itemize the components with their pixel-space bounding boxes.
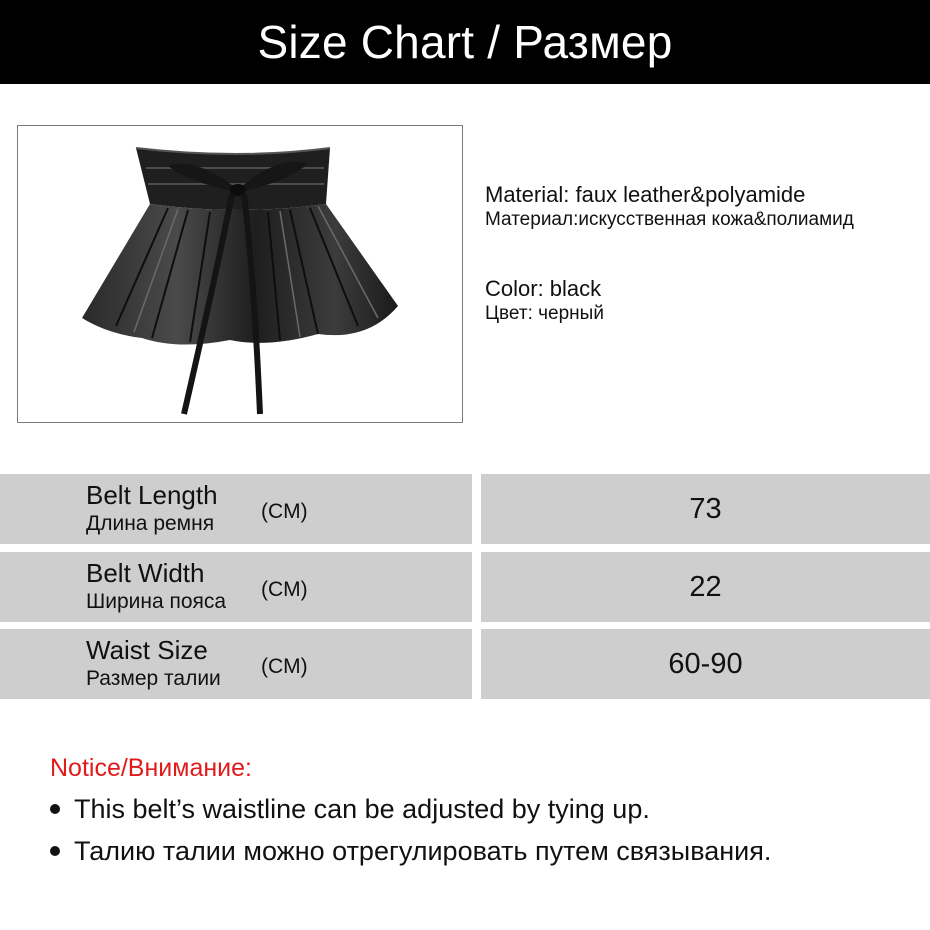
size-value-cell xyxy=(481,552,930,622)
material-spec xyxy=(485,182,854,232)
belt-product-photo xyxy=(18,126,462,422)
color-spec xyxy=(485,276,604,326)
size-unit: (CM) xyxy=(261,500,308,523)
notice-text: This belt’s waistline can be adjusted by tying up. xyxy=(74,794,650,824)
size-unit: (CM) xyxy=(261,578,308,601)
size-label-ru: Размер талии xyxy=(86,667,221,690)
color-label-en: Color: black xyxy=(485,276,602,301)
size-value: 73 xyxy=(689,492,722,525)
color-label-ru: Цвет: черный xyxy=(485,303,604,324)
notice-section xyxy=(50,753,910,867)
notice-title: Notice/Внимание: xyxy=(50,754,252,782)
material-label-ru: Материал:искусственная кожа&полиамид xyxy=(485,209,854,230)
size-row-waist-size xyxy=(0,629,930,699)
size-unit: (CM) xyxy=(261,655,308,678)
size-row-belt-width xyxy=(0,552,930,622)
size-label-cell xyxy=(0,552,472,622)
size-label-cell xyxy=(0,474,472,544)
size-label-ru: Длина ремня xyxy=(86,512,215,535)
bullet-icon xyxy=(50,846,60,856)
notice-text: Талию талии можно отрегулировать путем связывания. xyxy=(74,836,772,866)
size-row-belt-length xyxy=(0,474,930,544)
size-label-en: Belt Width xyxy=(86,558,205,588)
page-title: Size Chart / Размер xyxy=(257,16,673,68)
size-value-cell xyxy=(481,629,930,699)
size-label-ru: Ширина пояса xyxy=(86,590,227,613)
notice-item xyxy=(50,793,910,825)
bullet-icon xyxy=(50,804,60,814)
size-value-cell xyxy=(481,474,930,544)
size-value: 22 xyxy=(689,570,722,603)
size-label-cell xyxy=(0,629,472,699)
size-label-en: Waist Size xyxy=(86,635,208,665)
notice-item xyxy=(50,835,910,867)
header-bar xyxy=(0,0,930,84)
size-value: 60-90 xyxy=(668,647,743,680)
size-label-en: Belt Length xyxy=(86,480,218,510)
product-photo-frame xyxy=(17,125,463,423)
material-label-en: Material: faux leather&polyamide xyxy=(485,182,806,207)
